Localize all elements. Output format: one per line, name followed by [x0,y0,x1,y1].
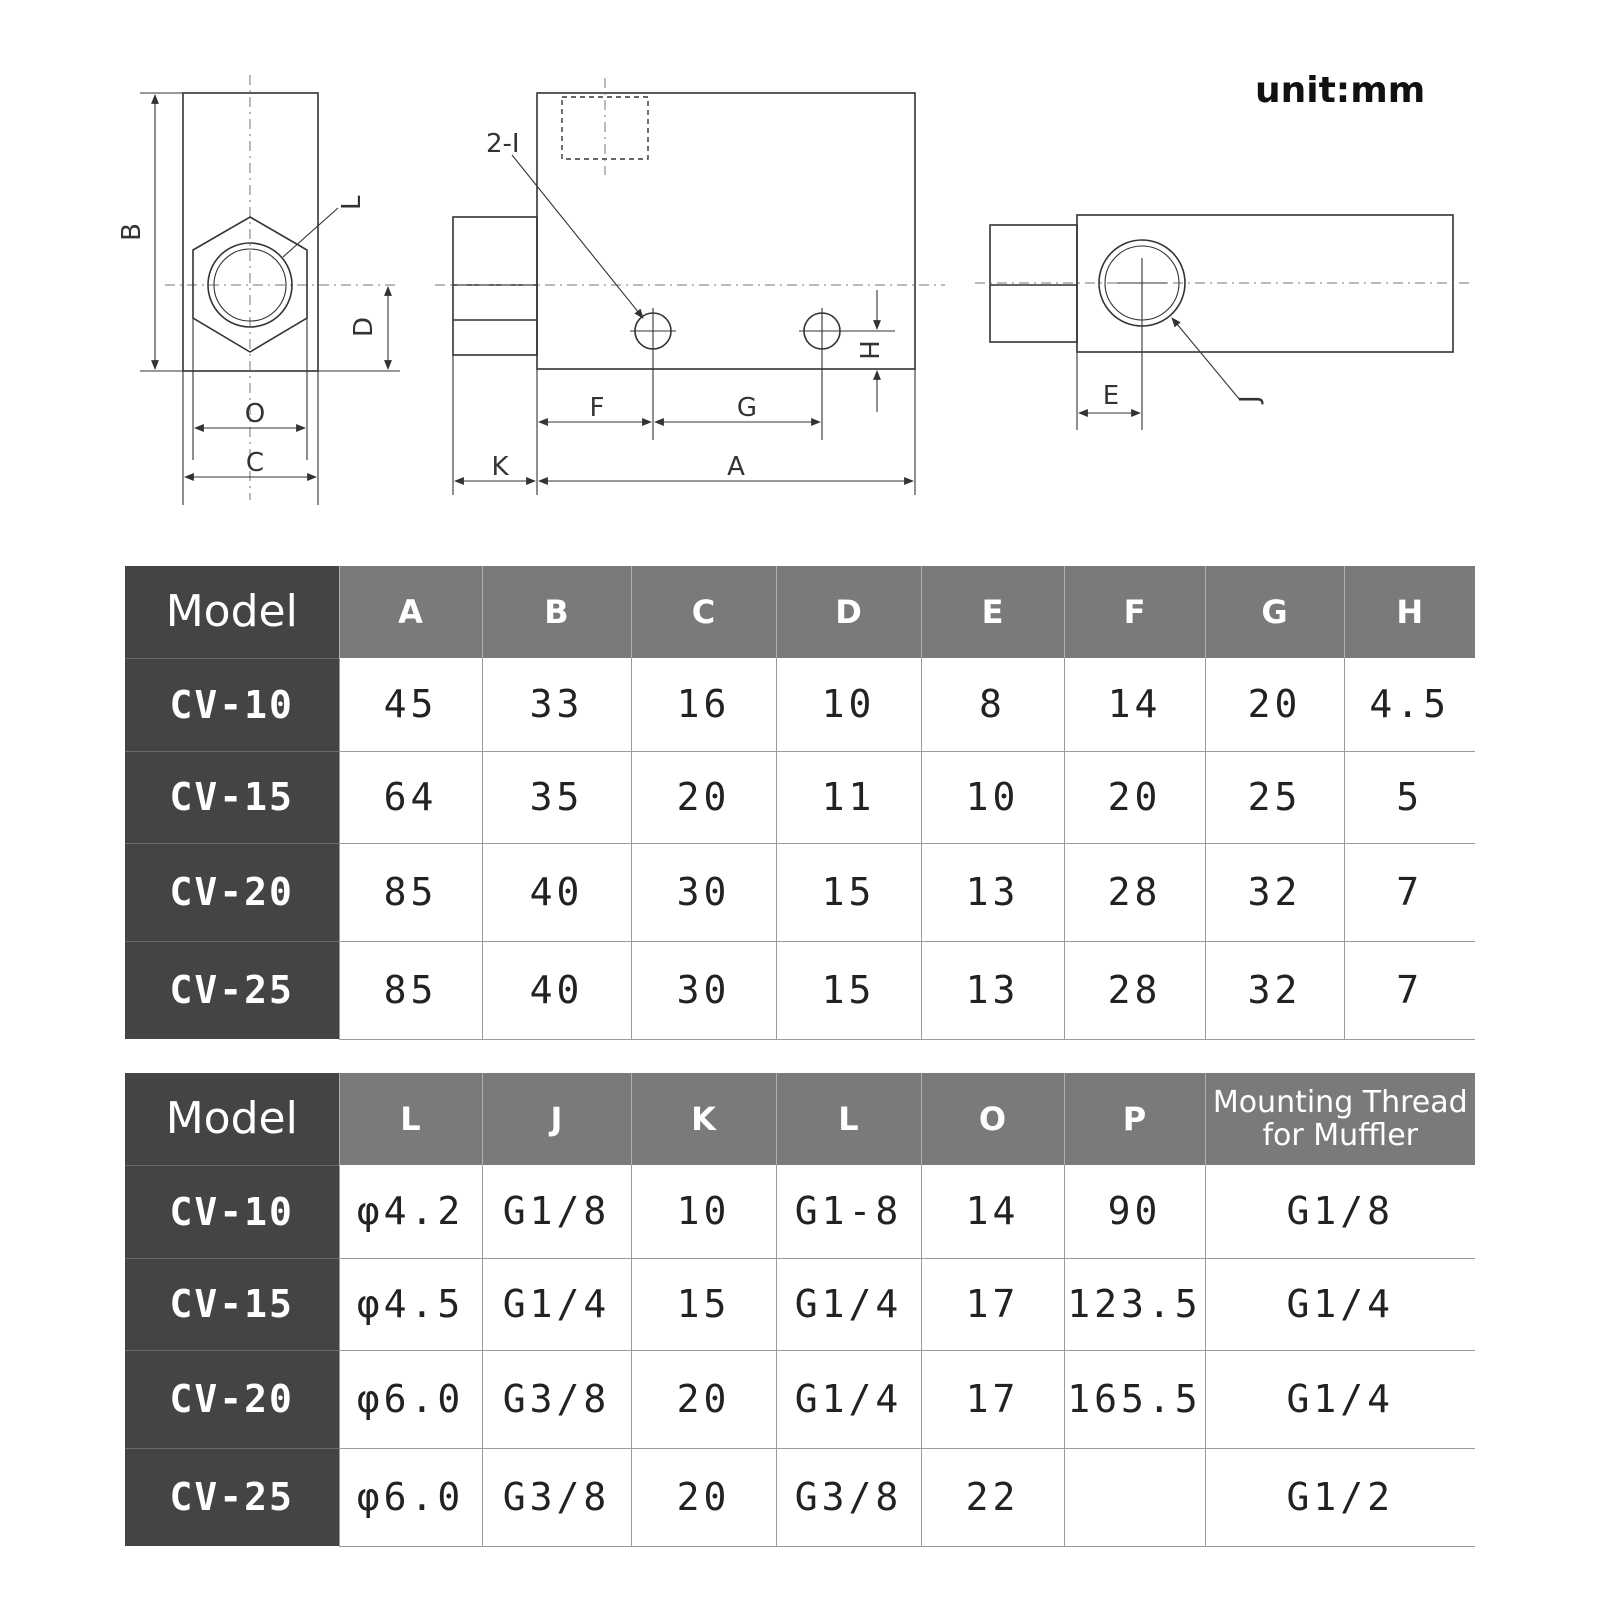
col-header-b: B [482,566,631,658]
label-d: D [349,316,379,338]
value-cell: 17 [921,1350,1064,1448]
label-e: E [1102,381,1120,411]
model-cell: CV-15 [125,751,339,843]
value-cell: 7 [1344,843,1475,941]
table-row [125,1448,1475,1546]
value-cell: 64 [339,751,482,843]
value-cell: 30 [631,843,776,941]
value-cell: 17 [921,1258,1064,1350]
col-header-p: P [1064,1073,1205,1165]
value-cell: 85 [339,843,482,941]
value-cell: G3/8 [482,1448,631,1546]
value-cell: 8 [921,658,1064,751]
col-header-o: O [921,1073,1064,1165]
front-view [435,78,945,495]
value-cell: G1/2 [1205,1448,1475,1546]
col-header-d: D [776,566,921,658]
model-header: Model [125,1073,339,1165]
value-cell: φ6.0 [339,1350,482,1448]
col-header-k: K [631,1073,776,1165]
value-cell: 85 [339,941,482,1039]
label-c: C [245,448,265,478]
label-2i: 2-I [486,129,520,159]
table-row [125,843,1475,941]
value-cell: G1-8 [776,1165,921,1258]
value-cell: 35 [482,751,631,843]
col-header-c: C [631,566,776,658]
value-cell: G3/8 [776,1448,921,1546]
top-view [975,215,1470,430]
value-cell: G3/8 [482,1350,631,1448]
value-cell: 32 [1205,941,1344,1039]
value-cell: 11 [776,751,921,843]
table-row [125,1165,1475,1258]
table-row [125,941,1475,1039]
col-header-f: F [1064,566,1205,658]
value-cell: G1/4 [482,1258,631,1350]
value-cell: 4.5 [1344,658,1475,751]
dimension-table-2 [125,1073,1475,1547]
label-h: H [853,340,883,360]
col-header-muffler-thread: Mounting Thread for Muffler [1205,1073,1475,1165]
value-cell: 90 [1064,1165,1205,1258]
table-row [125,751,1475,843]
value-cell: 123.5 [1064,1258,1205,1350]
table-row [125,1258,1475,1350]
label-o: O [244,399,266,429]
value-cell: 20 [631,751,776,843]
value-cell: G1/4 [1205,1258,1475,1350]
col-header-e: E [921,566,1064,658]
label-b: B [117,223,147,241]
value-cell: φ4.5 [339,1258,482,1350]
value-cell: 7 [1344,941,1475,1039]
value-cell: 16 [631,658,776,751]
model-cell: CV-20 [125,843,339,941]
value-cell: 10 [921,751,1064,843]
table-header-row [125,1073,1475,1165]
value-cell: G1/4 [776,1350,921,1448]
value-cell: 15 [631,1258,776,1350]
value-cell: 13 [921,941,1064,1039]
value-cell: G1/8 [1205,1165,1475,1258]
label-f: F [589,393,605,423]
end-view [117,75,400,505]
label-j: J [1235,395,1265,403]
value-cell: 13 [921,843,1064,941]
value-cell: 45 [339,658,482,751]
value-cell: G1/4 [776,1258,921,1350]
value-cell: 14 [1064,658,1205,751]
value-cell [1064,1448,1205,1546]
model-cell: CV-10 [125,658,339,751]
model-cell: CV-10 [125,1165,339,1258]
value-cell: 10 [776,658,921,751]
value-cell: 14 [921,1165,1064,1258]
model-header: Model [125,566,339,658]
label-k: K [491,452,509,482]
col-header-h: H [1344,566,1475,658]
value-cell: 15 [776,941,921,1039]
unit-label: unit:mm [1255,70,1426,111]
col-header-g: G [1205,566,1344,658]
model-cell: CV-15 [125,1258,339,1350]
col-header-a: A [339,566,482,658]
value-cell: 20 [631,1448,776,1546]
col-header-j: J [482,1073,631,1165]
value-cell: 28 [1064,941,1205,1039]
value-cell: 5 [1344,751,1475,843]
value-cell: 20 [1064,751,1205,843]
value-cell: 28 [1064,843,1205,941]
value-cell: G1/4 [1205,1350,1475,1448]
label-l: L [337,195,367,210]
value-cell: 25 [1205,751,1344,843]
value-cell: 32 [1205,843,1344,941]
table-row [125,658,1475,751]
value-cell: φ4.2 [339,1165,482,1258]
label-g: G [736,393,758,423]
col-header-l-thread: L [776,1073,921,1165]
value-cell: 10 [631,1165,776,1258]
value-cell: 20 [1205,658,1344,751]
value-cell: 165.5 [1064,1350,1205,1448]
value-cell: 22 [921,1448,1064,1546]
value-cell: 30 [631,941,776,1039]
value-cell: 40 [482,843,631,941]
value-cell: 40 [482,941,631,1039]
model-cell: CV-25 [125,1448,339,1546]
model-cell: CV-25 [125,941,339,1039]
dimension-table-1 [125,566,1475,1040]
label-a: A [727,452,745,482]
table-row [125,1350,1475,1448]
value-cell: 20 [631,1350,776,1448]
col-header-l: L [339,1073,482,1165]
value-cell: 33 [482,658,631,751]
value-cell: G1/8 [482,1165,631,1258]
model-cell: CV-20 [125,1350,339,1448]
value-cell: 15 [776,843,921,941]
table-header-row [125,566,1475,658]
value-cell: φ6.0 [339,1448,482,1546]
